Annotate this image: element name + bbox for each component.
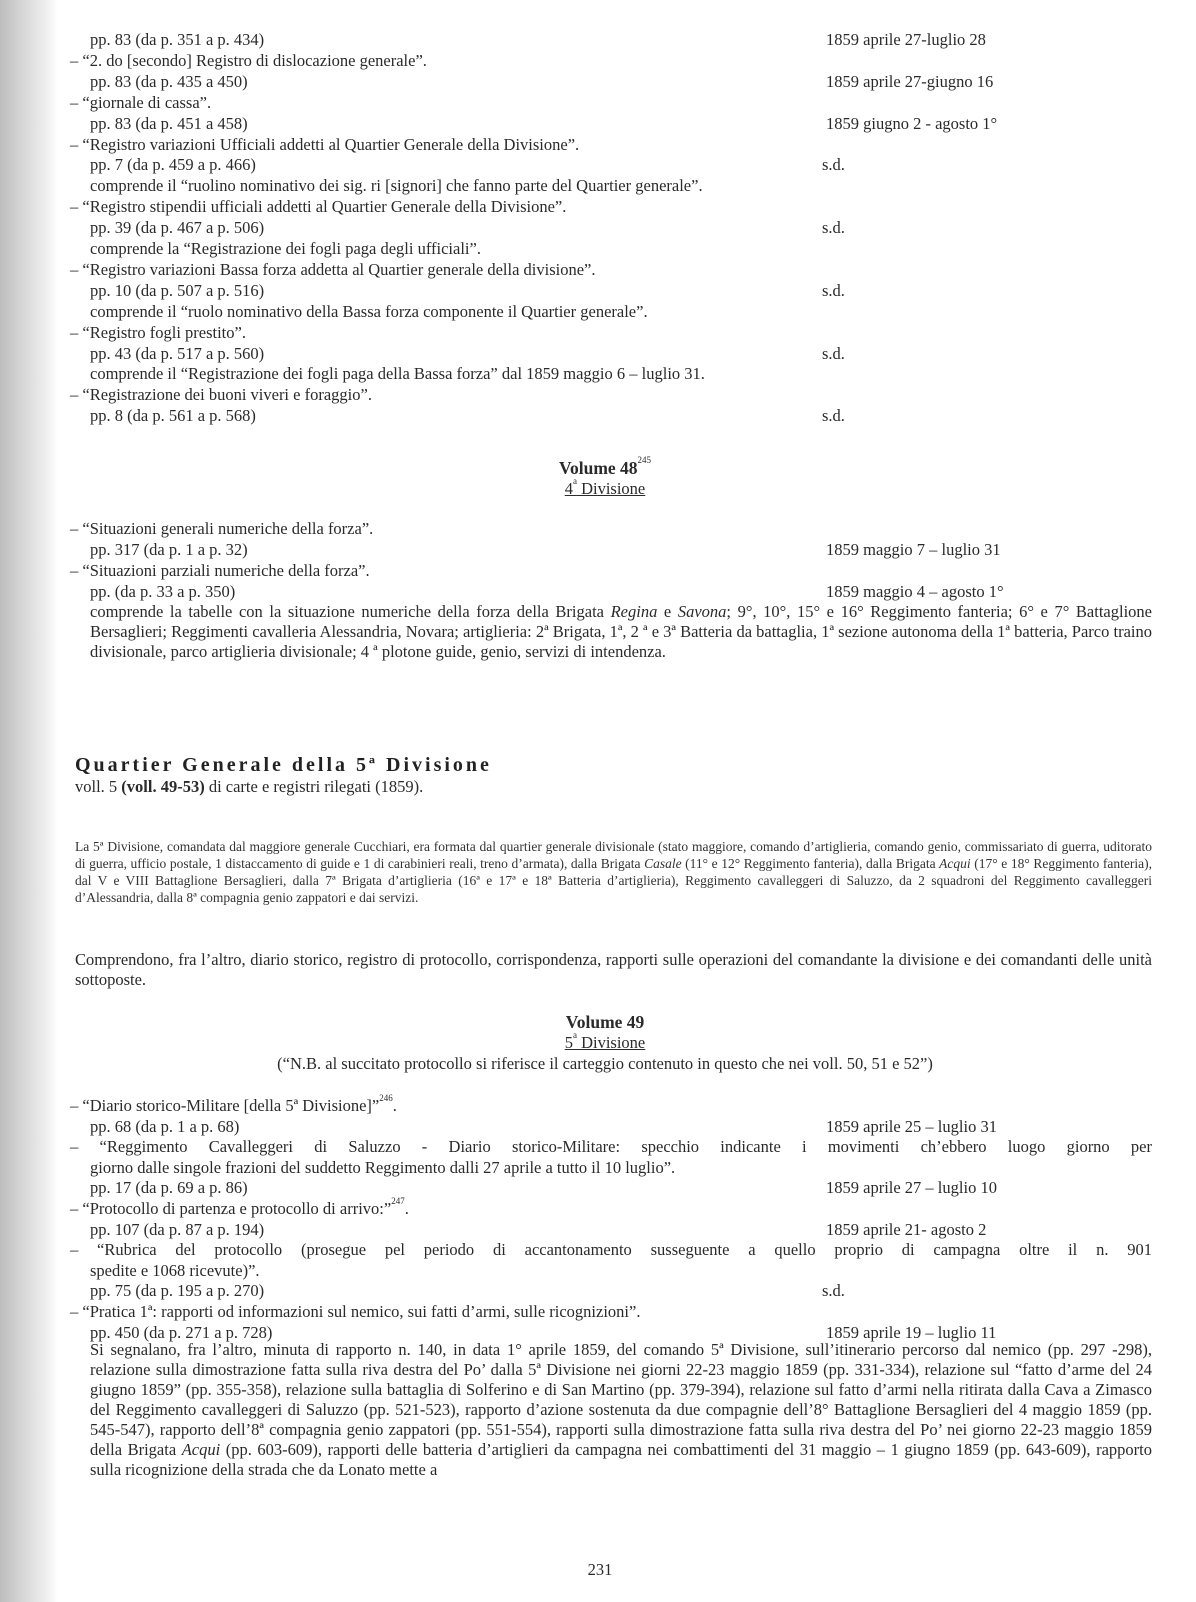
entry-line: – “Registro variazioni Bassa forza addetta al Quartier generale della divisione”. xyxy=(70,259,596,279)
volume48-subtitle: 4$^a$ Divisione xyxy=(564,476,646,498)
volume49-title: Volume 49 xyxy=(565,1012,645,1032)
entry-date: 1859 aprile 27-giugno 16 xyxy=(826,71,994,91)
entry-line: comprende il “ruolo nominativo della Bassa forza componente il Quartier generale”. xyxy=(90,301,648,321)
entry-line: pp. 43 (da p. 517 a p. 560) xyxy=(90,343,265,363)
entry-line: – “Reggimento Cavalleggeri di Saluzzo - Diario storico-Militare: specchio indicante i movimenti ch’ebbero luogo giorno per xyxy=(70,1137,1152,1157)
volume48-description: comprende la tabelle con la situazione numeriche della forza della Brigata Regina e Savona; 9°, 10°, 15° e 16° Reggimento fanteria; 6° e 7° Battaglione Bersaglieri; Reggimenti cavalleria Alessandria, Novara; artiglieria: 2ª Brigata, 1ª, 2 ª e 3ª Batteria da battaglia, 1ª sezione autonoma della 1ª batteria, Parco traino divisionale, parco artiglieria divisionale; 4 ª plotone guide, genio, servizi di intendenza. xyxy=(90,602,1152,661)
entry-line: giorno dalle singole frazioni del suddetto Reggimento dalli 27 aprile a tutto il 10 luglio”. xyxy=(90,1157,676,1177)
entry-line: – “Registro variazioni Ufficiali addetti al Quartier Generale della Divisione”. xyxy=(70,134,580,154)
footnote-ref: 246 xyxy=(379,1093,393,1103)
entry-line: – “Situazioni parziali numeriche della forza”. xyxy=(70,560,370,580)
entry-date: 1859 maggio 7 – luglio 31 xyxy=(826,539,1001,559)
entry-date: 1859 aprile 25 – luglio 31 xyxy=(826,1116,997,1136)
entry-line: pp. 68 (da p. 1 a p. 68) xyxy=(90,1116,240,1136)
entry-date: 1859 aprile 21- agosto 2 xyxy=(826,1219,987,1239)
entry-line: pp. 83 (da p. 435 a 450) xyxy=(90,71,248,91)
volume49-note: (“N.B. al succitato protocollo si riferisce il carteggio contenuto in questo che nei voll. 50, 51 e 52”) xyxy=(277,1054,933,1073)
entry-date: s.d. xyxy=(822,155,845,175)
entry-line: – “Situazioni generali numeriche della forza”. xyxy=(70,519,374,538)
entry-line: – “2. do [secondo] Registro di dislocazione generale”. xyxy=(70,50,427,70)
entry-date: 1859 aprile 27-luglio 28 xyxy=(826,30,986,49)
section-intro-small: La 5ª Divisione, comandata dal maggiore generale Cucchiari, era formata dal quartier generale divisionale (stato maggiore, comando d’artiglieria, comando genio, commissariato di guerra, uditorato di guerra, ufficio postale, 1 distaccamento di guide e 1 di carabinieri reali, treno d’armata), dalla Brigata Casale (11° e 12° Reggimento fanteria), dalla Brigata Acqui (17° e 18° Reggimento fanteria), dal V e VIII Battaglione Bersaglieri, dalla 7ª Brigata d’artiglieria (16ª e 17ª e 18ª Batteria d’artiglieria), Reggimento cavalleggeri di Saluzzo, da 2 squadroni del Reggimento cavalleggeri d’Alessandria, dalla 8ª compagnia genio zappatori e dai servizi. xyxy=(75,839,1152,905)
entry-line: pp. 83 (da p. 451 a 458) xyxy=(90,113,248,133)
entry-line: – “Rubrica del protocollo (prosegue pel periodo di accantonamento susseguente a quello proprio di campagna oltre il n. 901 xyxy=(70,1240,1152,1260)
entry-line: – “Registro fogli prestito”. xyxy=(70,322,246,342)
entry-line: pp. 107 (da p. 87 a p. 194) xyxy=(90,1219,265,1239)
entry-line: pp. 17 (da p. 69 a p. 86) xyxy=(90,1178,248,1198)
volume48-title: Volume 48 xyxy=(558,458,638,478)
entry-line: comprende la “Registrazione dei fogli paga degli ufficiali”. xyxy=(90,239,481,258)
entry-line: pp. 75 (da p. 195 a p. 270) xyxy=(90,1281,265,1301)
entry-line: – “Registrazione dei buoni viveri e foraggio”. xyxy=(70,385,372,405)
entry-line: pp. 7 (da p. 459 a p. 466) xyxy=(90,155,256,175)
entry-line: pp. 10 (da p. 507 a p. 516) xyxy=(90,280,265,300)
section-subtitle: voll. 5 (voll. 49-53) di carte e registri rilegati (1859). xyxy=(75,777,424,796)
footnote-ref: 247 xyxy=(391,1196,405,1206)
footnote-ref-245: 245 xyxy=(637,455,652,465)
entry-date: s.d. xyxy=(822,406,845,426)
entry-line: – “Diario storico-Militare [della 5ª Divisione]”$^{246}$. xyxy=(70,1093,397,1115)
entry-line: – “Pratica 1ª: rapporti od informazioni sul nemico, sui fatti d’armi, sulle ricognizioni”. xyxy=(70,1302,641,1321)
entry-date: 1859 aprile 27 – luglio 10 xyxy=(826,1178,997,1198)
entry-line: pp. (da p. 33 a p. 350) xyxy=(90,581,236,601)
entry-date: 1859 maggio 4 – agosto 1° xyxy=(826,581,1004,601)
entry-date: 1859 giugno 2 - agosto 1° xyxy=(826,113,998,133)
volume49-description: Si segnalano, fra l’altro, minuta di rapporto n. 140, in data 1° aprile 1859, del comando 5ª Divisione, sull’itinerario percorso dal nemico (pp. 297 -298), relazione sulla dimostrazione fatta sulla riva destra del Po’ dalla 5ª Divisione nei giorni 22-23 maggio 1859 (pp. 331-334), relazione sul “fatto d’arme del 24 giugno 1859” (pp. 355-358), relazione sulla battaglia di Solferino e di San Martino (pp. 379-394), relazione sul fatto d’armi nella ritirata dalla Cava a Zimasco del Reggimento cavalleggeri di Saluzzo (pp. 521-523), rapporto d’azione sostenuta da due compagnie dell’8° Battaglione Bersaglieri del 4 maggio 1859 (pp. 545-547), rapporto dell’8ª compagnia genio zappatori (pp. 551-554), rapporti sulla dimostrazione fatta sulla riva destra del Po’ nei giorno 22-23 maggio 1859 della Brigata Acqui (pp. 603-609), rapporti delle batteria d’artiglieri da campagna nei combattimenti del 31 maggio – 1 giugno 1859 (pp. 643-609), rapporto sulla ricognizione della strada che da Lonato mette a xyxy=(90,1340,1152,1479)
entry-date: s.d. xyxy=(822,218,845,238)
entry-line: pp. 83 (da p. 351 a p. 434) xyxy=(90,30,265,49)
section-intro-paragraph: Comprendono, fra l’altro, diario storico, registro di protocollo, corrispondenza, rapporti sulle operazioni del comandante la divisione e dei comandanti delle unità sottoposte. xyxy=(75,950,1152,989)
entry-line: pp. 39 (da p. 467 a p. 506) xyxy=(90,218,265,238)
entry-line: pp. 317 (da p. 1 a p. 32) xyxy=(90,539,248,559)
entry-tail: . xyxy=(404,1199,409,1218)
entry-line: pp. 8 (da p. 561 a p. 568) xyxy=(90,406,256,426)
entry-tail: . xyxy=(392,1096,397,1115)
entry-date: s.d. xyxy=(822,280,845,300)
entry-line: – “Registro stipendii ufficiali addetti al Quartier Generale della Divisione”. xyxy=(70,197,567,217)
entry-line: comprende il “Registrazione dei fogli paga della Bassa forza” dal 1859 maggio 6 – luglio 31. xyxy=(90,364,705,384)
entry-line: – “Protocollo di partenza e protocollo di arrivo:”$^{247}$. xyxy=(70,1196,409,1218)
entry-line: comprende il “ruolino nominativo dei sig. ri [signori] che fanno parte del Quartier generale”. xyxy=(90,176,703,196)
entry-date: 1859 aprile 19 – luglio 11 xyxy=(826,1322,997,1342)
entry-line: spedite e 1068 ricevute)”. xyxy=(90,1260,260,1280)
entry-date: s.d. xyxy=(822,1281,845,1301)
entry-date: s.d. xyxy=(822,343,845,363)
entry-line: – “giornale di cassa”. xyxy=(70,92,212,112)
page-number: 231 xyxy=(587,1560,613,1579)
volume48-heading xyxy=(60,455,1150,479)
volume49-subtitle: 5$^a$ Divisione xyxy=(564,1030,646,1052)
section-title: Quartier Generale della 5ª Divisione xyxy=(75,754,492,776)
entry-line: pp. 450 (da p. 271 a p. 728) xyxy=(90,1322,273,1342)
